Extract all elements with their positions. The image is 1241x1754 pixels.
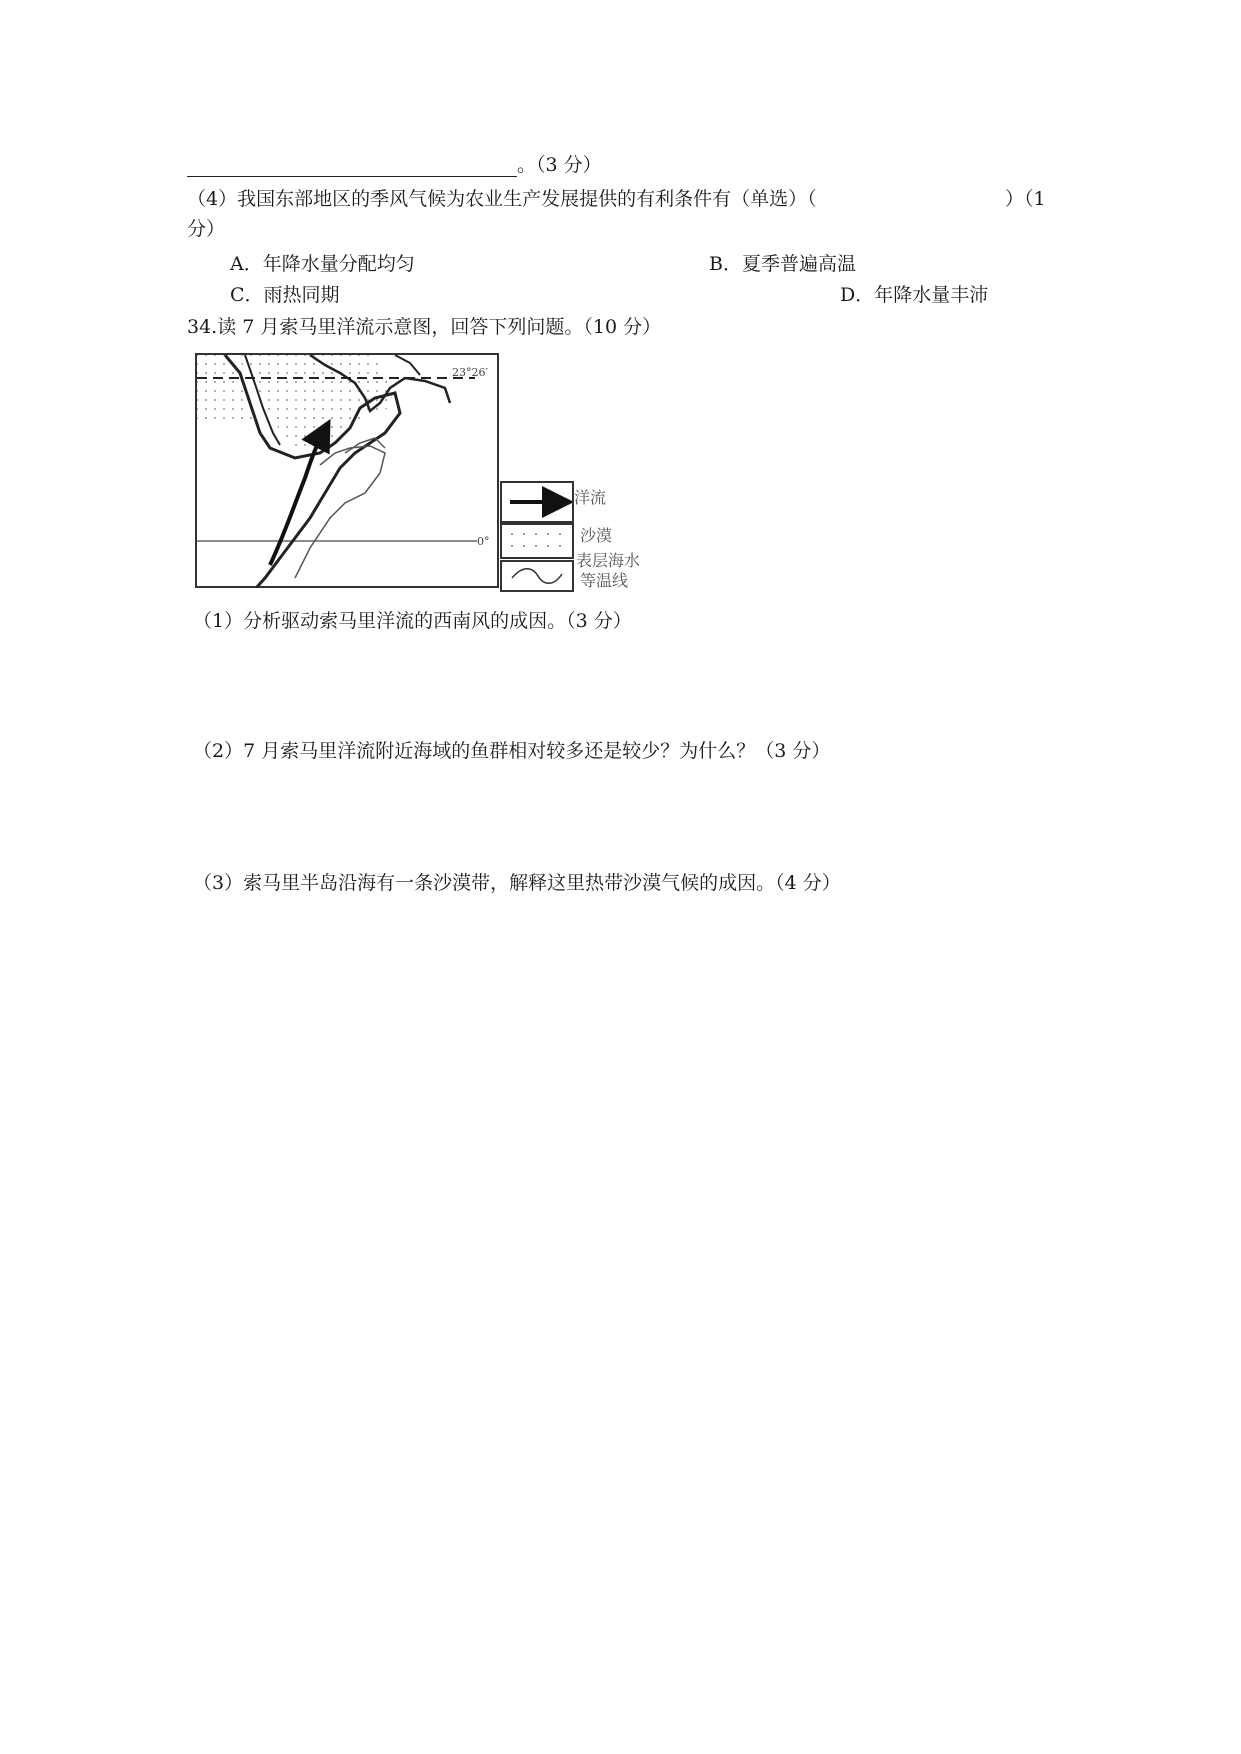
q33-part3-score: 。（3 分） — [517, 154, 602, 176]
legend-desert-swatch — [500, 523, 574, 559]
q33-part4-score: 分） — [187, 218, 226, 240]
option-a: A．年降水量分配均匀 — [230, 253, 415, 275]
q34-sub-question-1: （1）分析驱动索马里洋流的西南风的成因。（3 分） — [193, 610, 632, 632]
legend-current-swatch — [500, 481, 574, 523]
q33-part4-paren-close: ）（1 — [1005, 188, 1046, 210]
isotherm-wave-icon — [502, 562, 572, 590]
legend-current-label: 洋流 — [574, 488, 607, 507]
q34-sub-question-2: （2）7 月索马里洋流附近海域的鱼群相对较多还是较少？为什么？（3 分） — [193, 740, 831, 762]
q34-title: 34.读 7 月索马里洋流示意图，回答下列问题。（10 分） — [187, 316, 662, 338]
equator-latitude-label: 0° — [477, 535, 490, 548]
option-b: B．夏季普遍高温 — [709, 253, 856, 275]
q34-sub-question-3: （3）索马里半岛沿海有一条沙漠带，解释这里热带沙漠气候的成因。（4 分） — [193, 872, 841, 894]
desert-dots-icon — [502, 525, 572, 557]
legend-desert-label: 沙漠 — [580, 526, 613, 545]
legend-isotherm-label-2: 等温线 — [580, 571, 629, 590]
somali-current-map — [195, 353, 500, 593]
q33-part4-prompt: （4）我国东部地区的季风气候为农业生产发展提供的有利条件有（单选）（ — [187, 188, 817, 210]
current-arrow-icon — [502, 483, 572, 521]
option-d: D．年降水量丰沛 — [840, 284, 989, 306]
legend-isotherm-label-1: 表层海水 — [576, 551, 641, 570]
tropic-latitude-label: 23°26′ — [452, 366, 488, 379]
answer-blank-line — [187, 176, 517, 177]
option-c: C．雨热同期 — [230, 284, 340, 306]
legend-isotherm-swatch — [500, 560, 574, 592]
